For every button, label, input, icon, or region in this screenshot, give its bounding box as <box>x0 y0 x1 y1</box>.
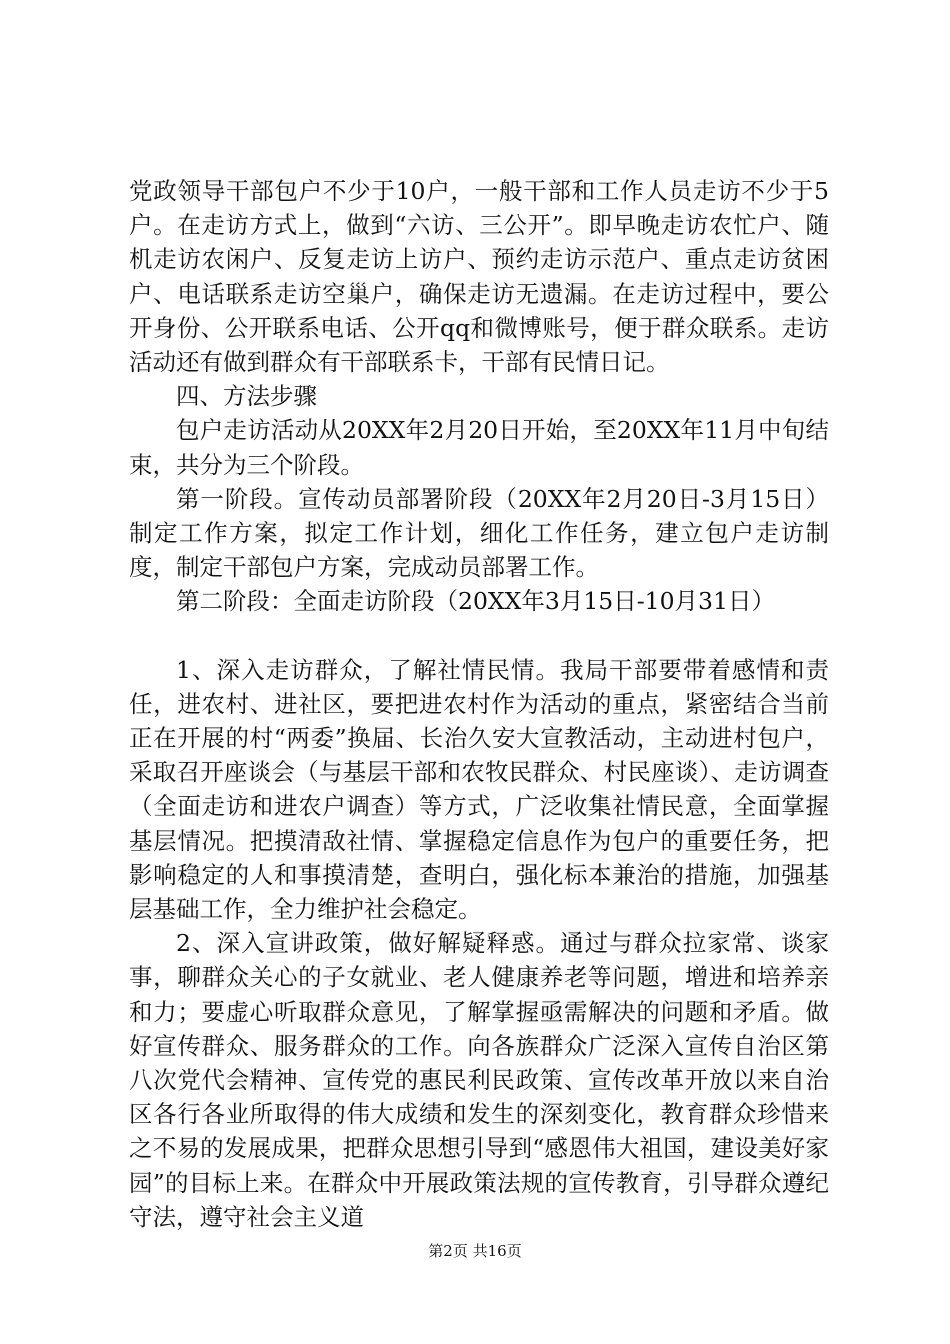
document-body <box>129 174 829 1234</box>
paragraph-item-one: 1、深入走访群众，了解社情民情。我局干部要带着感情和责任，进农村、进社区，要把进农村作为活动的重点，紧密结合当前正在开展的村“两委”换届、长治久安大宣教活动，主动进村包户，采取召开座谈会（与基层干部和农牧民群众、村民座谈）、走访调查（全面走访和进农户调查）等方式，广泛收集社情民意，全面掌握基层情况。把摸清敌社情、掌握稳定信息作为包户的重要任务，把影响稳定的人和事摸清楚，查明白，强化标本兼治的措施，加强基层基础工作，全力维护社会稳定。 <box>129 655 829 924</box>
paragraph-visit-requirements: 党政领导干部包户不少于10户，一般干部和工作人员走访不少于5户。在走访方式上，做到“六访、三公开”。即早晚走访农忙户、随机走访农闲户、反复走访上访户、预约走访示范户、重点走访贫困户、电话联系走访空巢户，确保走访无遗漏。在走访过程中，要公开身份、公开联系电话、公开qq和微博账号，便于群众联系。走访活动还有做到群众有干部联系卡，干部有民情日记。 <box>129 177 829 377</box>
blank-line <box>129 619 829 653</box>
section-heading-methods-steps: 四、方法步骤 <box>176 382 317 411</box>
page-footer: 第2页 共16页 <box>428 1242 522 1260</box>
paragraph-phase-one: 第一阶段。宣传动员部署阶段（20XX年2月20日-3月15日）制定工作方案，拟定工作计划，细化工作任务，建立包户走访制度，制定干部包户方案，完成动员部署工作。 <box>129 484 829 582</box>
paragraph-item-two: 2、深入宣讲政策，做好解疑释惑。通过与群众拉家常、谈家事，聊群众关心的子女就业、老人健康养老等问题，增进和培养亲和力；要虚心听取群众意见，了解掌握亟需解决的问题和矛盾。做好宣传群众、服务群众的工作。向各族群众广泛深入宣传自治区第八次党代会精神、宣传党的惠民利民政策、宣传改革开放以来自治区各行各业所取得的伟大成绩和发生的深刻变化，教育群众珍惜来之不易的发展成果，把群众思想引导到“感恩伟大祖国，建设美好家园”的目标上来。在群众中开展政策法规的宣传教育，引导群众遵纪守法，遵守社会主义道 <box>129 929 829 1231</box>
paragraph-activity-period: 包户走访活动从20XX年2月20日开始，至20XX年11月中旬结束，共分为三个阶段。 <box>129 416 829 479</box>
paragraph-phase-two-title: 第二阶段：全面走访阶段（20XX年3月15日-10月31日） <box>176 587 775 616</box>
